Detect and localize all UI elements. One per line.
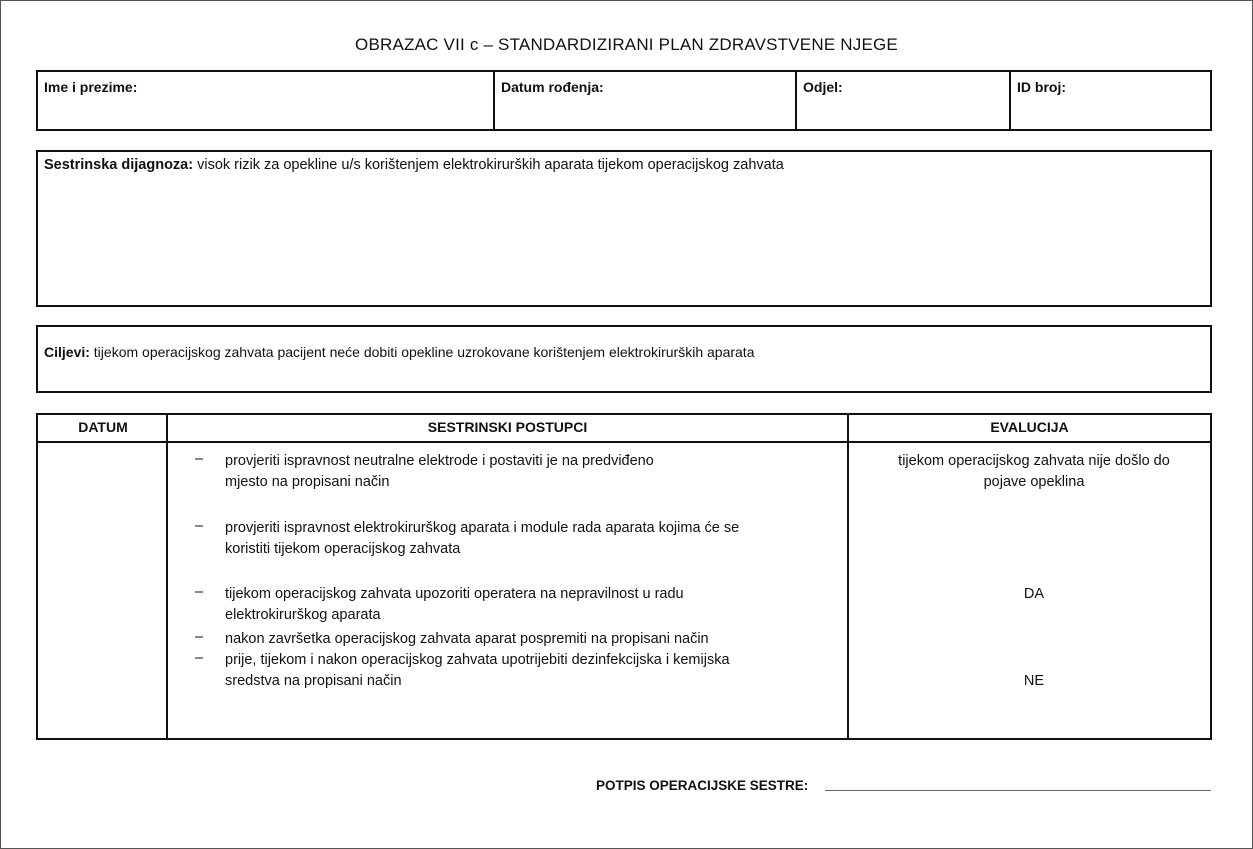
diagnosis-text: visok rizik za opekline u/s korištenjem elektrokirurških aparata tijekom operacijskog zahvata [197, 157, 784, 173]
evaluation-yes-option[interactable]: DA [1023, 586, 1045, 602]
signature-line[interactable] [825, 790, 1211, 791]
signature-label: POTPIS OPERACIJSKE SESTRE: [596, 778, 809, 793]
procedure-line: mjesto na propisani način [225, 474, 390, 490]
column-divider [166, 415, 168, 738]
id-field[interactable] [1011, 72, 1210, 129]
dash-bullet: – [195, 584, 204, 600]
goals-box [36, 325, 1212, 393]
procedure-line: sredstva na propisani način [225, 673, 402, 689]
diagnosis-box [36, 150, 1212, 307]
procedure-line: elektrokirurškog aparata [225, 607, 381, 623]
form-title: OBRAZAC VII c – STANDARDIZIRANI PLAN ZDRAVSTVENE NJEGE [355, 35, 898, 54]
diagnosis-label: Sestrinska dijagnoza: [44, 157, 194, 173]
procedure-line: tijekom operacijskog zahvata upozoriti operatera na nepravilnost u radu [225, 586, 684, 602]
name-field[interactable] [38, 72, 495, 129]
dash-bullet: – [195, 629, 204, 645]
evaluation-line: tijekom operacijskog zahvata nije došlo do [898, 453, 1170, 469]
column-header-evaluation: EVALUCIJA [990, 419, 1069, 435]
name-label: Ime i prezime: [44, 79, 138, 95]
procedure-line: provjeriti ispravnost elektrokirurškog aparata i module rada aparata kojima će se [225, 520, 740, 536]
evaluation-text [849, 451, 1219, 493]
dash-bullet: – [195, 518, 204, 534]
dash-bullet: – [195, 650, 204, 666]
dob-label: Datum rođenja: [501, 79, 604, 95]
care-plan-table [36, 413, 1212, 740]
procedure-line: provjeriti ispravnost neutralne elektrode i postaviti je na predviđeno [225, 453, 654, 469]
evaluation-line: pojave opeklina [983, 474, 1085, 490]
procedure-line: koristiti tijekom operacijskog zahvata [225, 541, 461, 557]
id-label: ID broj: [1017, 79, 1066, 95]
goals-text: tijekom operacijskog zahvata pacijent neće dobiti opekline uzrokovane korištenjem elektrokirurških aparata [93, 344, 755, 360]
column-header-date: DATUM [78, 419, 128, 435]
dob-field[interactable] [495, 72, 797, 129]
procedure-line: nakon završetka operacijskog zahvata aparat pospremiti na propisani način [225, 631, 709, 647]
column-header-procedures: SESTRINSKI POSTUPCI [427, 419, 588, 435]
patient-header [36, 70, 1212, 131]
procedure-line: prije, tijekom i nakon operacijskog zahvata upotrijebiti dezinfekcijska i kemijska [225, 652, 730, 668]
dash-bullet: – [195, 451, 204, 467]
department-field[interactable] [797, 72, 1011, 129]
goals-label: Ciljevi: [44, 344, 90, 360]
evaluation-no-option[interactable]: NE [1023, 673, 1045, 689]
table-header-divider [38, 441, 1210, 443]
department-label: Odjel: [803, 79, 843, 95]
